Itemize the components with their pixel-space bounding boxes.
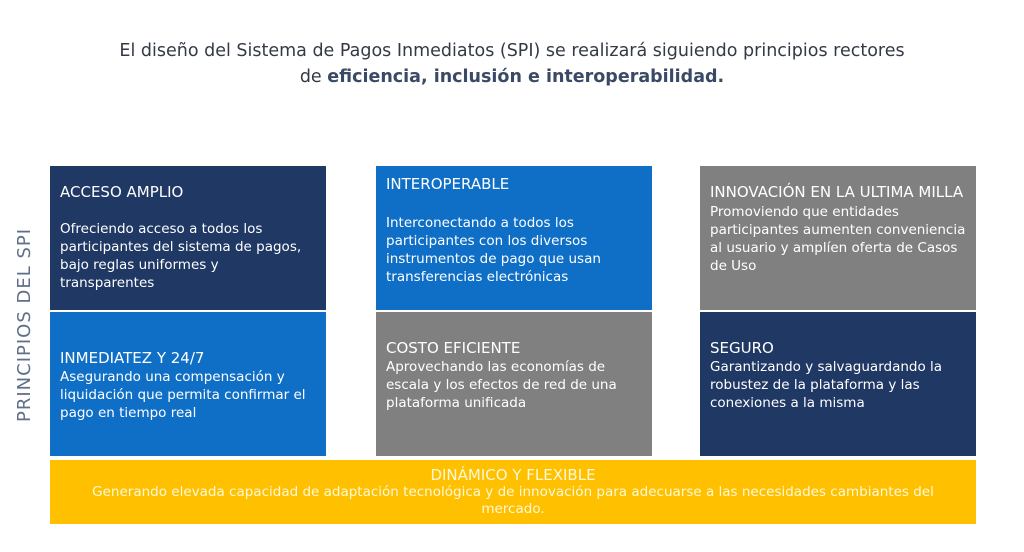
principle-title: DINÁMICO Y FLEXIBLE (430, 466, 596, 484)
principle-seguro (700, 312, 976, 456)
principle-description: Interconectando a todos los participantes con los diversos instrumentos de pago que usan transferencias electrónicas (386, 215, 601, 285)
principle-description: Aprovechando las economías de escala y los efectos de red de una plataforma unificada (386, 359, 617, 411)
headline-text: El diseño del Sistema de Pagos Inmediatos (SPI) se realizará siguiendo principios rectores (119, 41, 905, 61)
principle-costo-eficiente (376, 312, 652, 456)
principle-title: INTEROPERABLE (386, 175, 510, 193)
principle-title: ACCESO AMPLIO (60, 183, 184, 201)
principle-title: INMEDIATEZ Y 24/7 (60, 349, 205, 367)
principle-title: SEGURO (710, 339, 774, 357)
principle-description: Promoviendo que entidades participantes aumenten conveniencia al usuario y amplíen oferta de Casos de Uso (710, 204, 966, 274)
headline-prefix: de (299, 67, 328, 87)
principle-interoperable (376, 166, 652, 310)
principle-description: Asegurando una compensación y liquidación que permita confirmar el pago en tiempo real (60, 369, 306, 421)
principle-title: INNOVACIÓN EN LA ULTIMA MILLA (710, 183, 964, 201)
principle-inmediatez (50, 312, 326, 456)
principle-description: Garantizando y salvaguardando la robustez de la plataforma y las conexiones a la misma (710, 359, 943, 411)
principle-dinamico-flexible (50, 460, 976, 524)
headline-line-1 (60, 38, 964, 64)
principle-innovacion (700, 166, 976, 310)
principles-side-label: PRINCIPIOS DEL SPI (14, 227, 35, 422)
headline-emphasis: eficiencia, inclusión e interoperabilidad. (327, 67, 725, 87)
principle-description: Ofreciendo acceso a todos los participantes del sistema de pagos, bajo reglas uniformes y transparentes (60, 221, 302, 291)
principle-title: COSTO EFICIENTE (386, 339, 521, 357)
principle-acceso-amplio (50, 166, 326, 310)
headline-line-2 (60, 64, 964, 90)
principle-description: Generando elevada capacidad de adaptación tecnológica y de innovación para adecuarse a las necesidades cambiantes del mercado. (92, 484, 934, 517)
